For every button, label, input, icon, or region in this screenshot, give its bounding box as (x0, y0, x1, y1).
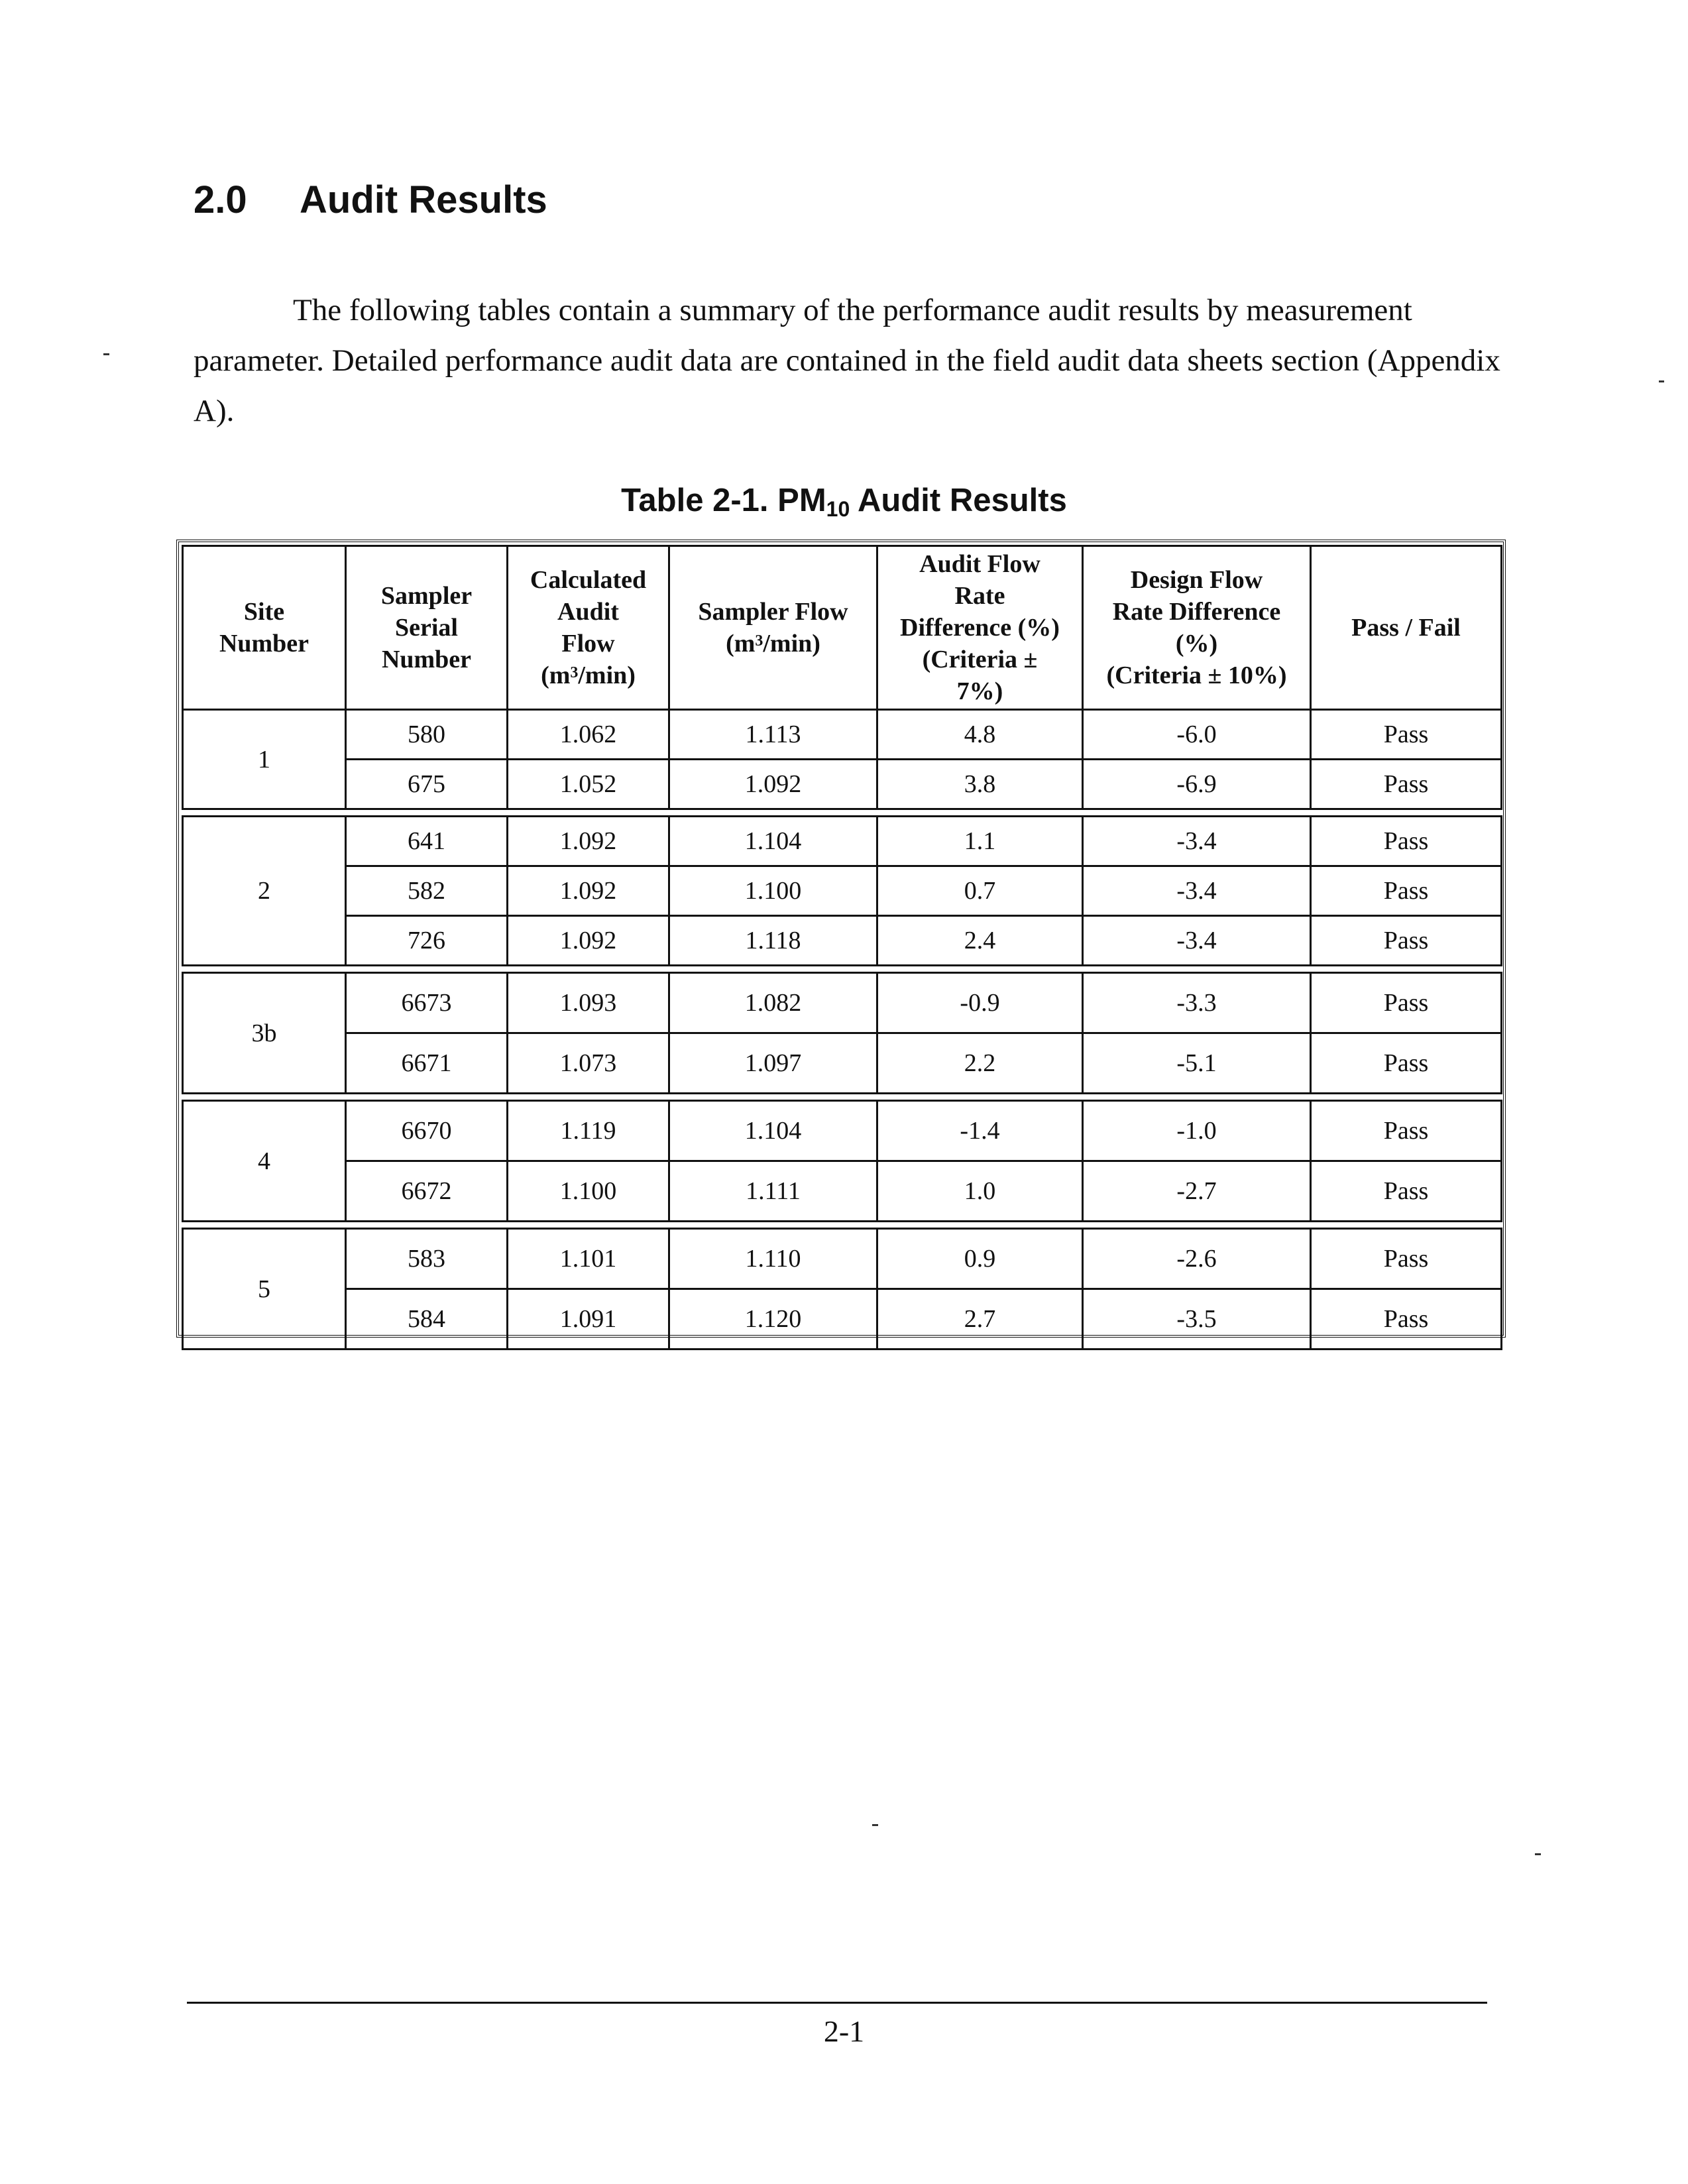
calculated-flow-cell: 1.100 (508, 1161, 669, 1222)
group-separator (183, 966, 1502, 973)
sampler-flow-cell: 1.092 (669, 760, 877, 809)
header-row (183, 546, 1502, 710)
sampler-flow-cell: 1.113 (669, 710, 877, 760)
design-difference-cell: -3.4 (1083, 916, 1311, 966)
sampler-serial-cell: 641 (346, 817, 508, 866)
audit-difference-cell: 2.4 (877, 916, 1083, 966)
group-separator (183, 1094, 1502, 1101)
design-difference-cell: -6.9 (1083, 760, 1311, 809)
header-pass-fail: Pass / Fail (1311, 546, 1502, 710)
design-difference-cell: -5.1 (1083, 1033, 1311, 1094)
group-separator (183, 809, 1502, 817)
sampler-flow-cell: 1.118 (669, 916, 877, 966)
calculated-flow-cell: 1.092 (508, 916, 669, 966)
site-number-cell: 2 (183, 817, 346, 966)
header-site-number: Site Number (183, 546, 346, 710)
header-calculated-audit-flow: Calculated Audit Flow $(m^3/\min)$ (508, 546, 669, 710)
page-number: 2-1 (823, 2014, 865, 2048)
sampler-flow-cell: 1.111 (669, 1161, 877, 1222)
design-difference-cell: -2.6 (1083, 1229, 1311, 1289)
sampler-serial-cell: 6670 (346, 1101, 508, 1161)
calculated-flow-cell: 1.093 (508, 973, 669, 1033)
header-sampler-flow: Sampler Flow $(m^3/\min)$ (669, 546, 877, 710)
sampler-serial-cell: 582 (346, 866, 508, 916)
table-row (183, 1101, 1502, 1161)
sampler-serial-cell: 584 (346, 1289, 508, 1350)
table-row (183, 1289, 1502, 1350)
audit-difference-cell: 2.2 (877, 1033, 1083, 1094)
design-difference-cell: -6.0 (1083, 710, 1311, 760)
audit-difference-cell: -0.9 (877, 973, 1083, 1033)
calculated-flow-cell: 1.101 (508, 1229, 669, 1289)
design-difference-cell: -1.0 (1083, 1101, 1311, 1161)
section-number: 2.0 (194, 178, 247, 221)
table-row (183, 1161, 1502, 1222)
pass-fail-cell: Pass (1311, 866, 1502, 916)
sampler-serial-cell: 726 (346, 916, 508, 966)
sampler-flow-cell: 1.082 (669, 973, 877, 1033)
pass-fail-cell: Pass (1311, 1033, 1502, 1094)
calculated-flow-cell: 1.119 (508, 1101, 669, 1161)
site-number-cell: 1 (183, 710, 346, 809)
table-caption: Table 2-1. $PM_{10}$ Audit Results (621, 483, 1067, 521)
pass-fail-cell: Pass (1311, 710, 1502, 760)
audit-difference-cell: 0.7 (877, 866, 1083, 916)
audit-results-table (182, 545, 1502, 1350)
header-audit-flow-rate-difference: Audit Flow Rate Difference (%) (Criteria ± 7%) (877, 546, 1083, 710)
audit-difference-cell: -1.4 (877, 1101, 1083, 1161)
table-row (183, 817, 1502, 866)
pass-fail-cell: Pass (1311, 973, 1502, 1033)
audit-difference-cell: 2.7 (877, 1289, 1083, 1350)
audit-difference-cell: 3.8 (877, 760, 1083, 809)
section-heading (194, 178, 547, 222)
scan-speck (872, 1824, 878, 1826)
site-number-cell: 4 (183, 1101, 346, 1222)
calculated-flow-cell: 1.092 (508, 817, 669, 866)
sampler-flow-cell: 1.104 (669, 817, 877, 866)
pass-fail-cell: Pass (1311, 1101, 1502, 1161)
pass-fail-cell: Pass (1311, 760, 1502, 809)
sampler-flow-cell: 1.110 (669, 1229, 877, 1289)
calculated-flow-cell: 1.073 (508, 1033, 669, 1094)
section-title: Audit Results (300, 178, 547, 221)
sampler-serial-cell: 675 (346, 760, 508, 809)
table-row (183, 916, 1502, 966)
audit-difference-cell: 1.0 (877, 1161, 1083, 1222)
sampler-serial-cell: 6672 (346, 1161, 508, 1222)
header-design-flow-rate-difference: Design Flow Rate Difference (%) (Criteria ± 10%) (1083, 546, 1311, 710)
site-number-cell: 3b (183, 973, 346, 1094)
sampler-flow-cell: 1.100 (669, 866, 877, 916)
header-sampler-serial: Sampler Serial Number (346, 546, 508, 710)
scan-speck (1535, 1853, 1541, 1855)
scan-speck (1659, 380, 1664, 382)
pass-fail-cell: Pass (1311, 916, 1502, 966)
sampler-flow-cell: 1.104 (669, 1101, 877, 1161)
pass-fail-cell: Pass (1311, 1289, 1502, 1350)
audit-difference-cell: 1.1 (877, 817, 1083, 866)
calculated-flow-cell: 1.052 (508, 760, 669, 809)
sampler-serial-cell: 6673 (346, 973, 508, 1033)
table-row (183, 866, 1502, 916)
table-row (183, 760, 1502, 809)
design-difference-cell: -3.5 (1083, 1289, 1311, 1350)
intro-paragraph-text: The following tables contain a summary of the performance audit results by measurement parameter. Detailed performance audit data are contained in the field audit data sheets section (Appendix A). (194, 293, 1500, 428)
sampler-serial-cell: 583 (346, 1229, 508, 1289)
design-difference-cell: -3.3 (1083, 973, 1311, 1033)
audit-difference-cell: 4.8 (877, 710, 1083, 760)
design-difference-cell: -2.7 (1083, 1161, 1311, 1222)
sampler-flow-cell: 1.120 (669, 1289, 877, 1350)
pass-fail-cell: Pass (1311, 1161, 1502, 1222)
footer-rule (187, 2002, 1487, 2004)
audit-difference-cell: 0.9 (877, 1229, 1083, 1289)
pass-fail-cell: Pass (1311, 1229, 1502, 1289)
table-row (183, 710, 1502, 760)
calculated-flow-cell: 1.092 (508, 866, 669, 916)
table-row (183, 1229, 1502, 1289)
group-separator (183, 1222, 1502, 1229)
scan-speck (103, 353, 109, 355)
table-row (183, 973, 1502, 1033)
pass-fail-cell: Pass (1311, 817, 1502, 866)
intro-paragraph (194, 285, 1506, 436)
table-row (183, 1033, 1502, 1094)
calculated-flow-cell: 1.062 (508, 710, 669, 760)
sampler-serial-cell: 580 (346, 710, 508, 760)
calculated-flow-cell: 1.091 (508, 1289, 669, 1350)
sampler-serial-cell: 6671 (346, 1033, 508, 1094)
design-difference-cell: -3.4 (1083, 817, 1311, 866)
sampler-flow-cell: 1.097 (669, 1033, 877, 1094)
design-difference-cell: -3.4 (1083, 866, 1311, 916)
site-number-cell: 5 (183, 1229, 346, 1350)
